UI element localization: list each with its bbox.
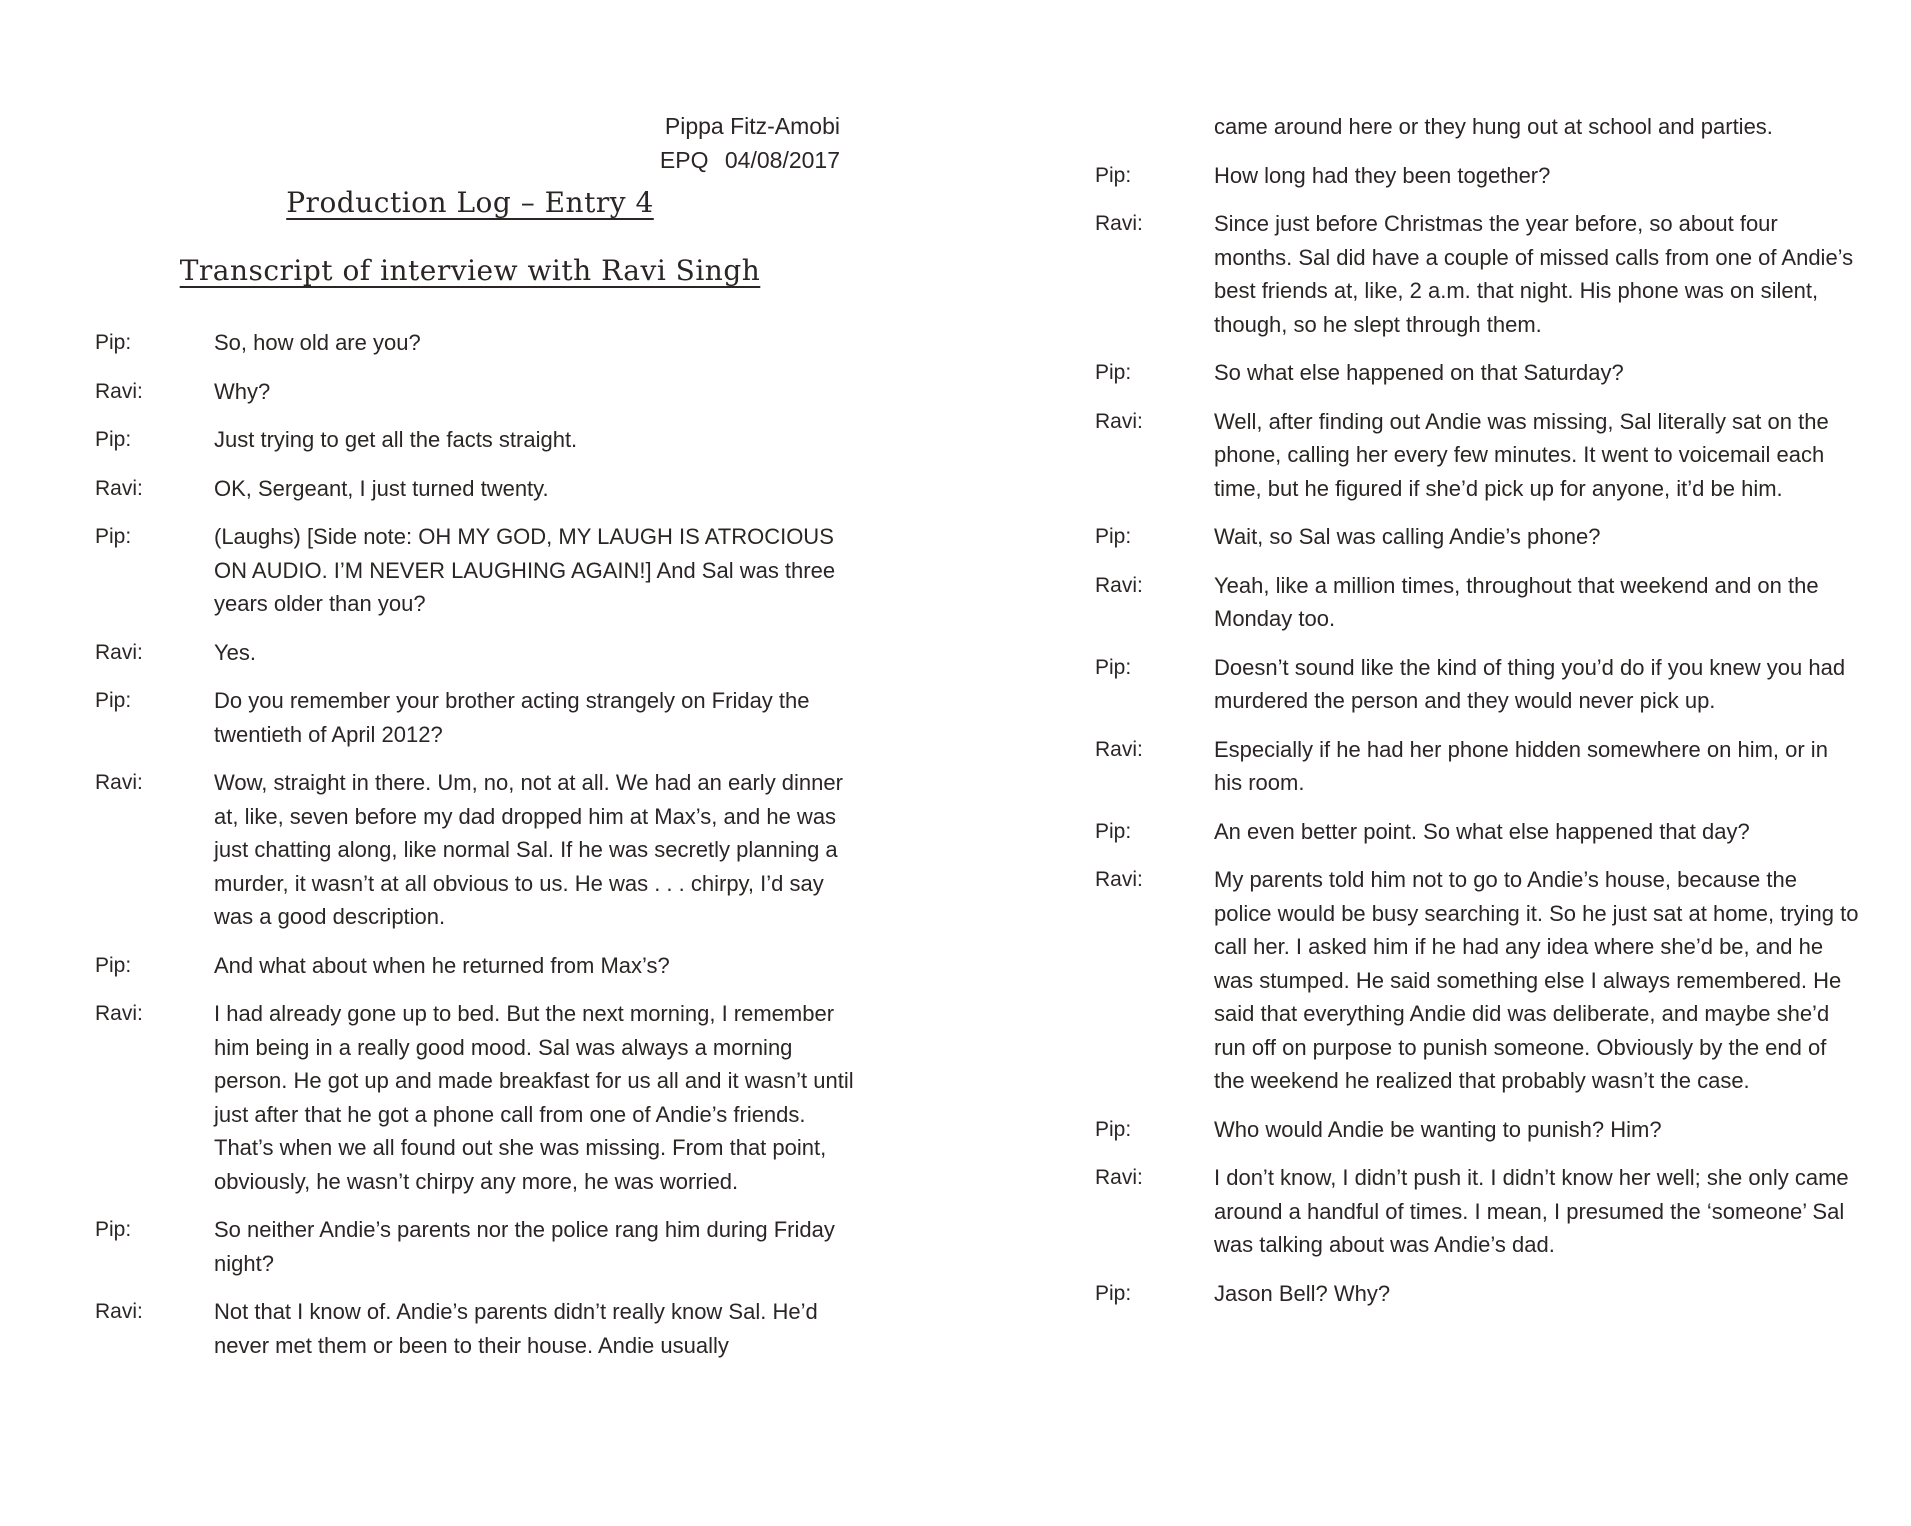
- speaker-label: Ravi:: [95, 1300, 143, 1323]
- transcript-line: [1095, 405, 1860, 506]
- utterance-text: Doesn’t sound like the kind of thing you’d do if you knew you had murdered the person and they would never pick up.: [1214, 654, 1846, 713]
- speaker-label: Ravi:: [95, 379, 143, 403]
- transcript-line: [1095, 733, 1860, 800]
- transcript-line: [1095, 1113, 1860, 1147]
- author-name: Pippa Fitz-Amobi: [664, 113, 840, 139]
- utterance-text: Yes.: [214, 639, 257, 665]
- utterance-text: My parents told him not to go to Andie’s house, because the police would be busy searching it. So he just sat at home, trying to call her. I asked him if he had any idea where she’d be, and he was stumped. He said something else I always remembered. He said that everything Andie did was deliberate, and maybe she’d run off on purpose to punish someone. Obviously by the end of the weekend he realized that probably wasn’t the case.: [1214, 867, 1859, 1093]
- transcript-line: [95, 766, 855, 934]
- transcript-line: [95, 520, 855, 621]
- utterance-text: Since just before Christmas the year before, so about four months. Sal did have a couple of missed calls from one of Andie’s best friends at, like, 2 a.m. that night. His phone was on silent, though, so he slept through them.: [1214, 211, 1854, 337]
- transcript-line: [95, 949, 855, 983]
- transcript-line: [95, 997, 855, 1198]
- right-rows: [1095, 159, 1860, 1311]
- continuation-text: came around here or they hung out at school and parties.: [1214, 114, 1773, 139]
- transcript-line: [1095, 159, 1860, 193]
- utterance-text: I had already gone up to bed. But the next morning, I remember him being in a really good mood. Sal was always a morning person. He got up and made breakfast for us all and it wasn’t until just after that he got a phone call from one of Andie’s friends. That’s when we all found out she was missing. From that point, obviously, he wasn’t chirpy any more, he was worried.: [214, 1001, 854, 1194]
- transcript-line: [95, 684, 855, 751]
- utterance-text: Jason Bell? Why?: [1214, 1280, 1391, 1306]
- left-transcript: [95, 326, 855, 1377]
- transcript-line: [1095, 863, 1860, 1098]
- transcript-line: [1095, 1277, 1860, 1311]
- speaker-label: Pip:: [95, 689, 132, 712]
- transcript-line: [1095, 651, 1860, 718]
- speaker-label: Ravi:: [1095, 1166, 1143, 1189]
- utterance-text: Why?: [214, 378, 271, 404]
- transcript-line: [1095, 815, 1860, 849]
- utterance-text: So what else happened on that Saturday?: [1214, 360, 1624, 385]
- speaker-label: Pip:: [1095, 1281, 1132, 1305]
- left-page: [0, 0, 955, 1526]
- speaker-label: Ravi:: [95, 640, 143, 664]
- transcript-line: [95, 1213, 855, 1280]
- speaker-label: Ravi:: [95, 1002, 143, 1025]
- transcript-line: [95, 375, 855, 409]
- project-date: EPQ 04/08/2017: [659, 147, 840, 173]
- log-title: Production Log – Entry 4: [286, 186, 654, 219]
- transcript-line: [1095, 569, 1860, 636]
- speaker-label: Pip:: [1095, 1117, 1132, 1141]
- transcript-line: [95, 636, 855, 670]
- speaker-label: Pip:: [95, 331, 132, 354]
- speaker-label: Ravi:: [1095, 868, 1143, 891]
- utterance-text: Do you remember your brother acting strangely on Friday the twentieth of April 2012?: [214, 688, 810, 747]
- utterance-text: An even better point. So what else happened that day?: [1214, 818, 1750, 844]
- speaker-label: Pip:: [1095, 525, 1132, 548]
- utterance-text: OK, Sergeant, I just turned twenty.: [214, 475, 549, 501]
- utterance-text: How long had they been together?: [1214, 162, 1551, 188]
- speaker-label: Pip:: [95, 525, 132, 548]
- speaker-label: Ravi:: [1095, 737, 1143, 761]
- speaker-label: Pip:: [95, 1218, 132, 1241]
- right-transcript: [1095, 110, 1860, 1325]
- utterance-text: Wait, so Sal was calling Andie’s phone?: [1214, 524, 1601, 549]
- transcript-line: [1095, 356, 1860, 390]
- speaker-label: Pip:: [1095, 163, 1132, 187]
- speaker-label: Pip:: [1095, 361, 1132, 384]
- speaker-label: Pip:: [95, 428, 132, 451]
- utterance-text: I don’t know, I didn’t push it. I didn’t know her well; she only came around a handful of times. I mean, I presumed the ‘someone’ Sal was talking about was Andie’s dad.: [1214, 1165, 1849, 1257]
- utterance-text: So, how old are you?: [214, 330, 421, 355]
- utterance-text: Yeah, like a million times, throughout that weekend and on the Monday too.: [1214, 572, 1819, 631]
- speaker-label: Ravi:: [1095, 409, 1143, 433]
- utterance-text: Who would Andie be wanting to punish? Him?: [1214, 1116, 1662, 1142]
- transcript-line: [95, 423, 855, 457]
- speaker-label: Ravi:: [95, 476, 143, 500]
- speaker-label: Pip:: [1095, 819, 1132, 843]
- utterance-text: Especially if he had her phone hidden somewhere on him, or in his room.: [1214, 736, 1828, 795]
- utterance-text: Well, after finding out Andie was missing, Sal literally sat on the phone, calling her every few minutes. It went to voicemail each time, but he figured if she’d pick up for anyone, it’d be him.: [1214, 408, 1829, 501]
- utterance-text: Just trying to get all the facts straight.: [214, 427, 578, 452]
- speaker-label: Ravi:: [95, 771, 143, 794]
- right-page: [955, 0, 1911, 1526]
- utterance-text: Not that I know of. Andie’s parents didn’t really know Sal. He’d never met them or been to their house. Andie usually: [214, 1299, 818, 1358]
- transcript-line: [95, 1295, 855, 1362]
- speaker-label: Pip:: [95, 953, 132, 977]
- transcript-line: [95, 472, 855, 506]
- speaker-label: Ravi:: [1095, 573, 1143, 597]
- speaker-label: Pip:: [1095, 655, 1132, 679]
- transcript-line: [1095, 520, 1860, 554]
- utterance-text: Wow, straight in there. Um, no, not at all. We had an early dinner at, like, seven before my dad dropped him at Max’s, and he was just chatting along, like normal Sal. If he was secretly planning a murder, it wasn’t at all obvious to us. He was . . . chirpy, I’d say was a good description.: [214, 770, 843, 929]
- utterance-text: (Laughs) [Side note: OH MY GOD, MY LAUGH IS ATROCIOUS ON AUDIO. I’M NEVER LAUGHING AGAIN!] And Sal was three years older than you?: [214, 524, 836, 616]
- transcript-line: [95, 326, 855, 360]
- speaker-label: Ravi:: [1095, 212, 1143, 235]
- transcript-line: [1095, 1161, 1860, 1262]
- utterance-text: And what about when he returned from Max’s?: [214, 952, 670, 978]
- interview-title: Transcript of interview with Ravi Singh: [179, 254, 761, 287]
- utterance-text: So neither Andie’s parents nor the police rang him during Friday night?: [214, 1217, 835, 1276]
- transcript-line: [1095, 207, 1860, 341]
